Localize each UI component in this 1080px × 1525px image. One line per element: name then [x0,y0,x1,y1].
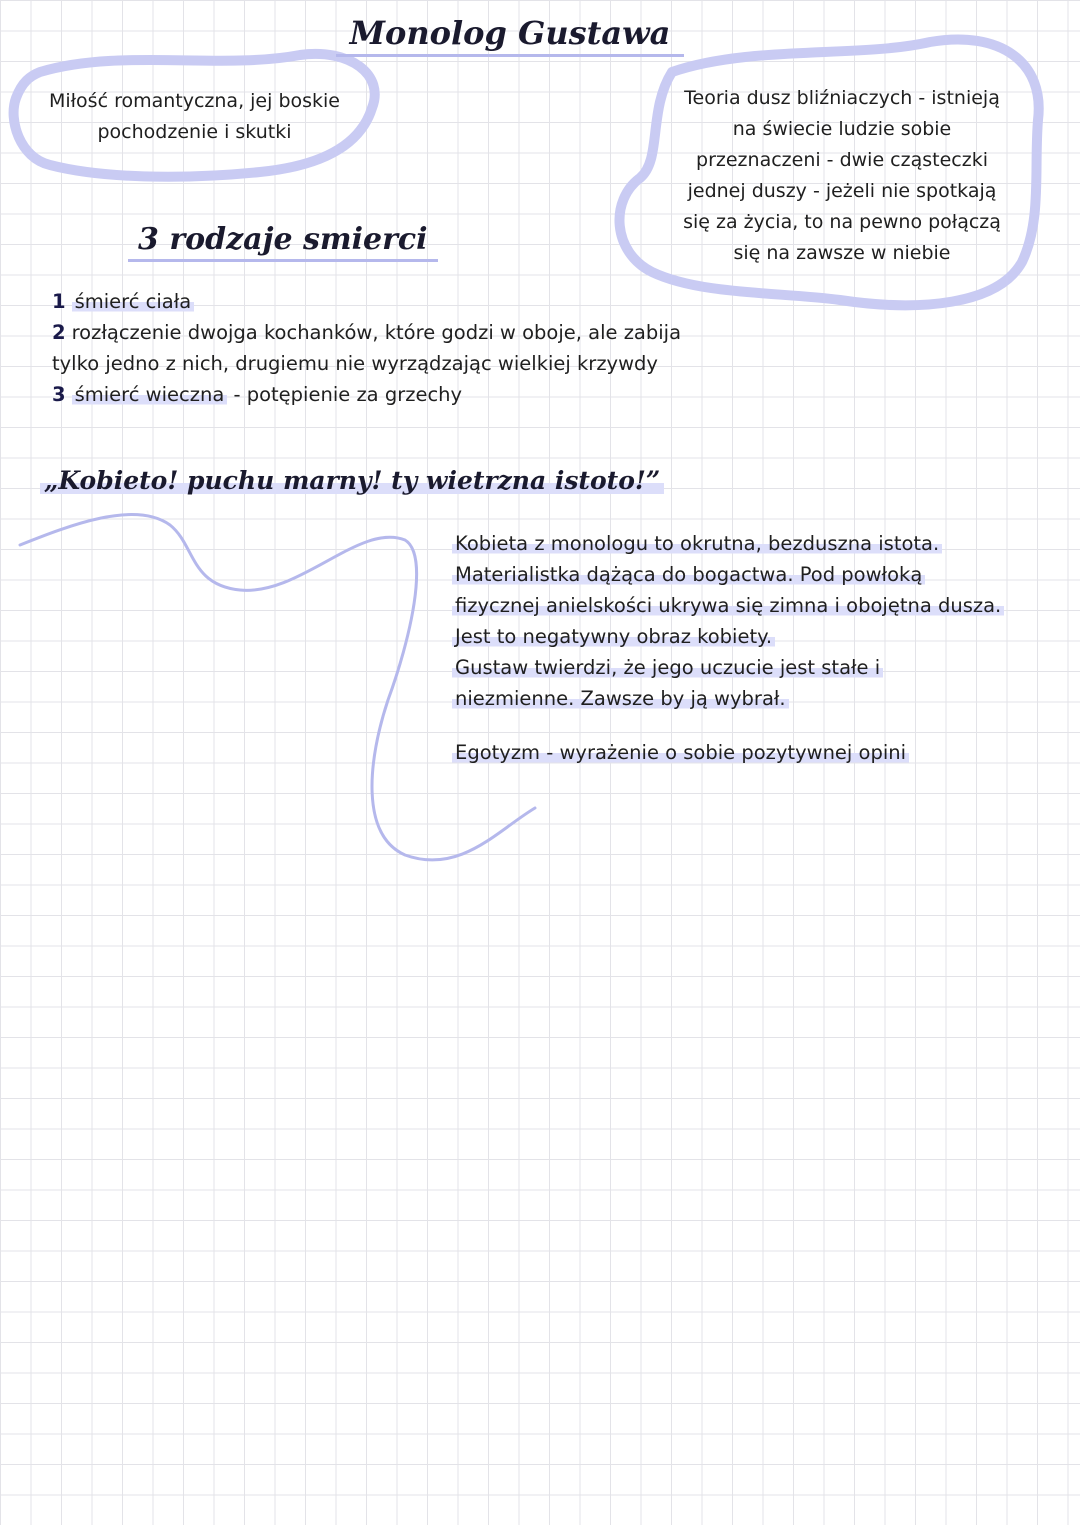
description-line: Kobieta z monologu to okrutna, bezduszna istota. [452,528,1052,559]
death-item-text: rozłączenie dwojga kochanków, które godzi w oboje, ale zabija [71,321,682,344]
death-item [52,317,732,348]
deaths-heading: 3 rodzaje smierci [128,222,438,262]
death-item-text: tylko jedno z nich, drugiemu nie wyrządzając wielkiej krzywdy [52,352,658,375]
twin-souls-line: się na zawsze w niebie [733,242,951,264]
death-item-number: 3 [52,383,66,406]
topic-note [32,86,357,148]
twin-souls-line: Teoria dusz bliźniaczych - istnieją [684,87,1000,109]
quote-heading: „Kobieto! puchu marny! ty wietrzna istoto!” [40,466,664,495]
description-line: fizycznej anielskości ukrywa się zimna i obojętna dusza. [452,590,1052,621]
description-line: Jest to negatywny obraz kobiety. [452,621,1052,652]
twin-souls-line: na świecie ludzie sobie [732,118,952,140]
woman-description [452,528,1052,714]
deaths-list [52,286,732,410]
death-item-continuation [52,348,732,379]
death-item-number: 1 [52,290,66,313]
page-title [0,14,1080,57]
twin-souls-line: jednej duszy - jeżeli nie spotkają [687,180,997,202]
topic-note-line: Miłość romantyczna, jej boskie [48,90,340,112]
death-item-text: śmierć ciała [72,290,195,313]
description-line: Materialistka dążąca do bogactwa. Pod powłoką [452,559,1052,590]
death-item-number: 2 [52,321,66,344]
topic-note-line: pochodzenie i skutki [97,121,292,143]
egotism-definition: Egotyzm - wyrażenie o sobie pozytywnej opini [452,737,909,768]
death-item [52,286,732,317]
twin-souls-note [664,83,1020,269]
death-item-term: śmierć wieczna [72,383,228,406]
death-item-text: - potępienie za grzechy [227,383,463,406]
description-line: Gustaw twierdzi, że jego uczucie jest stałe i [452,652,1052,683]
description-line: niezmienne. Zawsze by ją wybrał. [452,683,1052,714]
twin-souls-line: przeznaczeni - dwie cząsteczki [696,149,988,171]
death-item [52,379,732,410]
page-title-text: Monolog Gustawa [336,14,685,57]
twin-souls-line: się za życia, to na pewno połączą [683,211,1001,233]
